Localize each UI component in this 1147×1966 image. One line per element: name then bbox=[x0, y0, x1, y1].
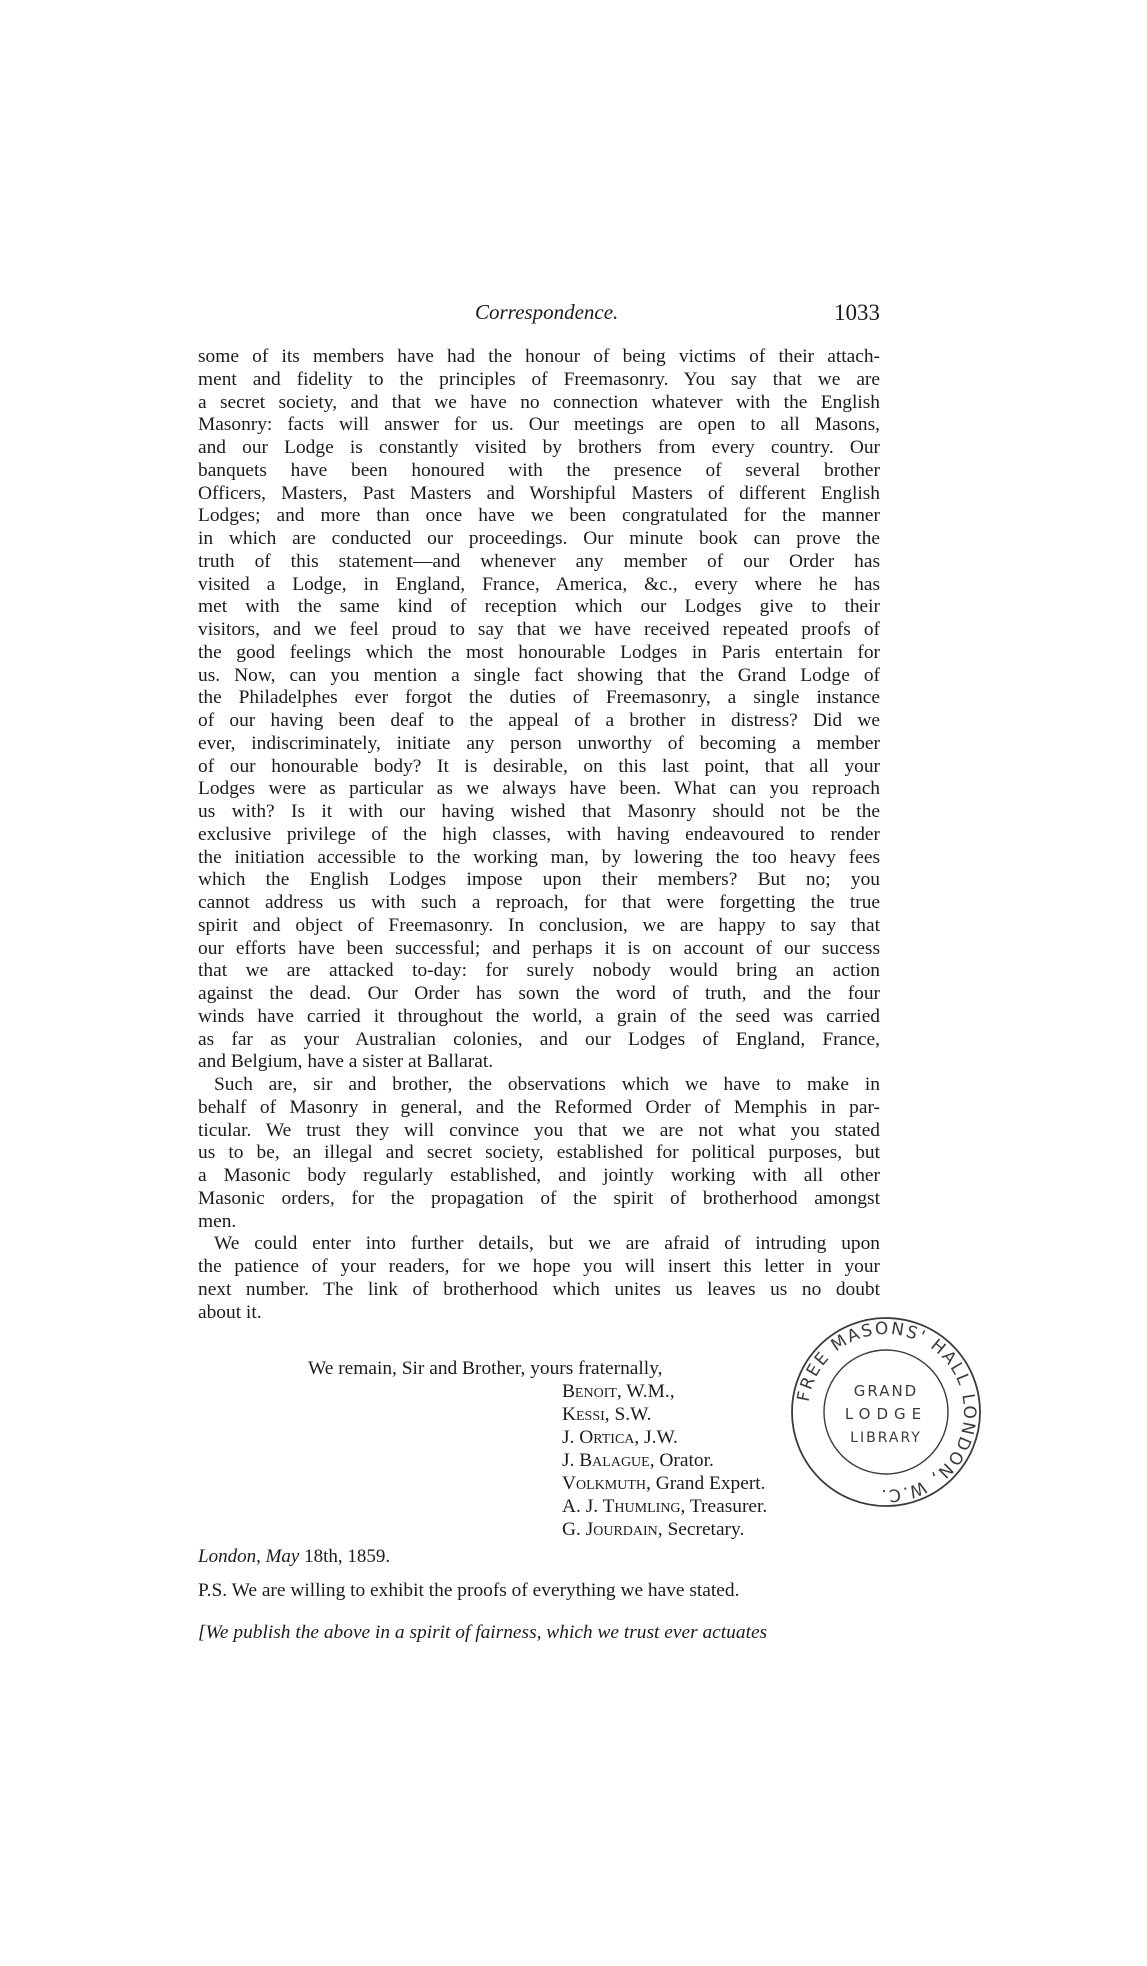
text-line: Lodges were as particular as we always have been. What can you reproach bbox=[198, 778, 880, 800]
signatory bbox=[562, 1427, 678, 1449]
signatory-name: Benoit bbox=[562, 1381, 617, 1402]
text-line: visitors, and we feel proud to say that we have received repeated proofs of bbox=[198, 619, 880, 640]
signatory bbox=[562, 1404, 652, 1426]
text-line: and our Lodge is constantly visited by brothers from every country. Our bbox=[198, 437, 880, 458]
signatory-title: , Treasurer. bbox=[680, 1496, 768, 1517]
signatory-title: , Orator. bbox=[649, 1450, 714, 1471]
signatory-title: , Secretary. bbox=[657, 1519, 745, 1540]
text-line: Such are, sir and brother, the observations which we have to make in bbox=[214, 1074, 880, 1095]
signatory-title: , J.W. bbox=[634, 1427, 678, 1448]
text-line: met with the same kind of reception which our Lodges give to their bbox=[198, 596, 880, 618]
text-line: visited a Lodge, in England, France, America, &c., every where he has bbox=[198, 573, 880, 595]
text-line: spirit and object of Freemasonry. In conclusion, we are happy to say that bbox=[198, 914, 880, 936]
text-line: winds have carried it throughout the world, a grain of the seed was carried bbox=[198, 1005, 880, 1027]
signatory-name: G. Jourdain bbox=[562, 1519, 658, 1540]
text-line: us to be, an illegal and secret society, established for political purposes, but bbox=[198, 1142, 880, 1164]
text-line: of our honourable body? It is desirable, on this last point, that all your bbox=[198, 755, 880, 777]
running-title: Correspondence. bbox=[475, 300, 619, 324]
signatory bbox=[562, 1496, 767, 1518]
signatory bbox=[562, 1450, 714, 1472]
text-line: ever, indiscriminately, initiate any person unworthy of becoming a member bbox=[198, 732, 880, 754]
text-line: a secret society, and that we have no connection whatever with the English bbox=[198, 391, 880, 413]
text-line: behalf of Masonry in general, and the Reformed Order of Memphis in par- bbox=[198, 1096, 880, 1118]
text-line: ment and fidelity to the principles of Freemasonry. You say that we are bbox=[198, 368, 880, 390]
stamp-outer-text: FREE MASONS' HALL LONDON, W.C. bbox=[793, 1318, 980, 1506]
text-line: as far as your Australian colonies, and our Lodges of England, France, bbox=[198, 1028, 880, 1050]
signatory-title: , S.W. bbox=[604, 1404, 652, 1425]
text-line: men. bbox=[198, 1210, 237, 1232]
text-line: the initiation accessible to the working man, by lowering the too heavy fees bbox=[198, 846, 880, 868]
stamp-line-lodge: LODGE bbox=[844, 1405, 928, 1423]
signatory-name: A. J. Thumling bbox=[562, 1496, 681, 1517]
stamp-line-library: LIBRARY bbox=[850, 1430, 922, 1446]
text-line: our efforts have been successful; and perhaps it is on account of our success bbox=[198, 937, 880, 959]
letter-body bbox=[198, 346, 880, 1324]
text-line: of our having been deaf to the appeal of a brother in distress? Did we bbox=[198, 710, 880, 731]
text-line: which the English Lodges impose upon their members? But no; you bbox=[198, 869, 880, 891]
text-line: Masonic orders, for the propagation of the spirit of brotherhood amongst bbox=[198, 1187, 880, 1209]
editor-note: [We publish the above in a spirit of fairness, which we trust ever actuates bbox=[198, 1622, 768, 1643]
signatory-name: J. Ortica bbox=[562, 1427, 635, 1448]
signatory bbox=[562, 1381, 675, 1403]
dateline: London, May 18th, 1859. bbox=[198, 1546, 391, 1567]
date-place: London bbox=[198, 1546, 257, 1567]
text-line: next number. The link of brotherhood which unites us leaves us no doubt bbox=[198, 1278, 880, 1300]
text-line: Lodges; and more than once have we been congratulated for the manner bbox=[198, 505, 880, 527]
text-line: us. Now, can you mention a single fact showing that the Grand Lodge of bbox=[198, 664, 880, 686]
text-line: that we are attacked to-day: for surely nobody would bring an action bbox=[198, 960, 880, 982]
text-line: truth of this statement—and whenever any member of our Order has bbox=[198, 550, 880, 572]
text-line: about it. bbox=[198, 1301, 262, 1323]
text-line: cannot address us with such a reproach, for that were forgetting the true bbox=[198, 892, 880, 913]
stamp-line-grand: GRAND bbox=[853, 1382, 919, 1400]
text-line: banquets have been honoured with the presence of several brother bbox=[198, 459, 880, 481]
page-number: 1033 bbox=[834, 300, 880, 325]
signatory-name: J. Balague bbox=[562, 1450, 650, 1471]
text-line: ticular. We trust they will convince you that we are not what you stated bbox=[198, 1119, 880, 1141]
date-month: May bbox=[265, 1546, 300, 1567]
closing-line: We remain, Sir and Brother, yours fraternally, bbox=[308, 1358, 663, 1379]
text-line: a Masonic body regularly established, and jointly working with all other bbox=[198, 1165, 880, 1186]
text-line: us with? Is it with our having wished that Masonry should not be the bbox=[198, 801, 880, 822]
signatory-title: , Grand Expert. bbox=[646, 1473, 766, 1494]
library-stamp-icon bbox=[786, 1312, 986, 1512]
text-line: Officers, Masters, Past Masters and Worshipful Masters of different English bbox=[198, 482, 880, 504]
text-line: some of its members have had the honour of being victims of their attach- bbox=[198, 346, 880, 367]
signatory-name: Kessi bbox=[562, 1404, 605, 1425]
text-line: the good feelings which the most honourable Lodges in Paris entertain for bbox=[198, 641, 880, 663]
signatory-title: , W.M., bbox=[616, 1381, 675, 1402]
date-year: , 1859. bbox=[337, 1546, 391, 1567]
text-line: Masonry: facts will answer for us. Our meetings are open to all Masons, bbox=[198, 414, 880, 436]
text-line: We could enter into further details, but we are afraid of intruding upon bbox=[214, 1233, 880, 1255]
text-line: the patience of your readers, for we hope you will insert this letter in your bbox=[198, 1256, 880, 1277]
text-line: the Philadelphes ever forgot the duties of Freemasonry, a single instance bbox=[198, 687, 880, 709]
page-header bbox=[200, 300, 880, 336]
text-line: exclusive privilege of the high classes, with having endeavoured to render bbox=[198, 823, 880, 845]
text-line: in which are conducted our proceedings. Our minute book can prove the bbox=[198, 528, 880, 549]
signatory-name: Volkmuth bbox=[562, 1473, 646, 1494]
signatory bbox=[562, 1519, 744, 1541]
text-line: and Belgium, have a sister at Ballarat. bbox=[198, 1051, 494, 1073]
date-day: 18th bbox=[304, 1546, 338, 1567]
signatory bbox=[562, 1473, 766, 1495]
text-line: against the dead. Our Order has sown the word of truth, and the four bbox=[198, 983, 880, 1004]
postscript: P.S. We are willing to exhibit the proofs of everything we have stated. bbox=[198, 1580, 740, 1601]
